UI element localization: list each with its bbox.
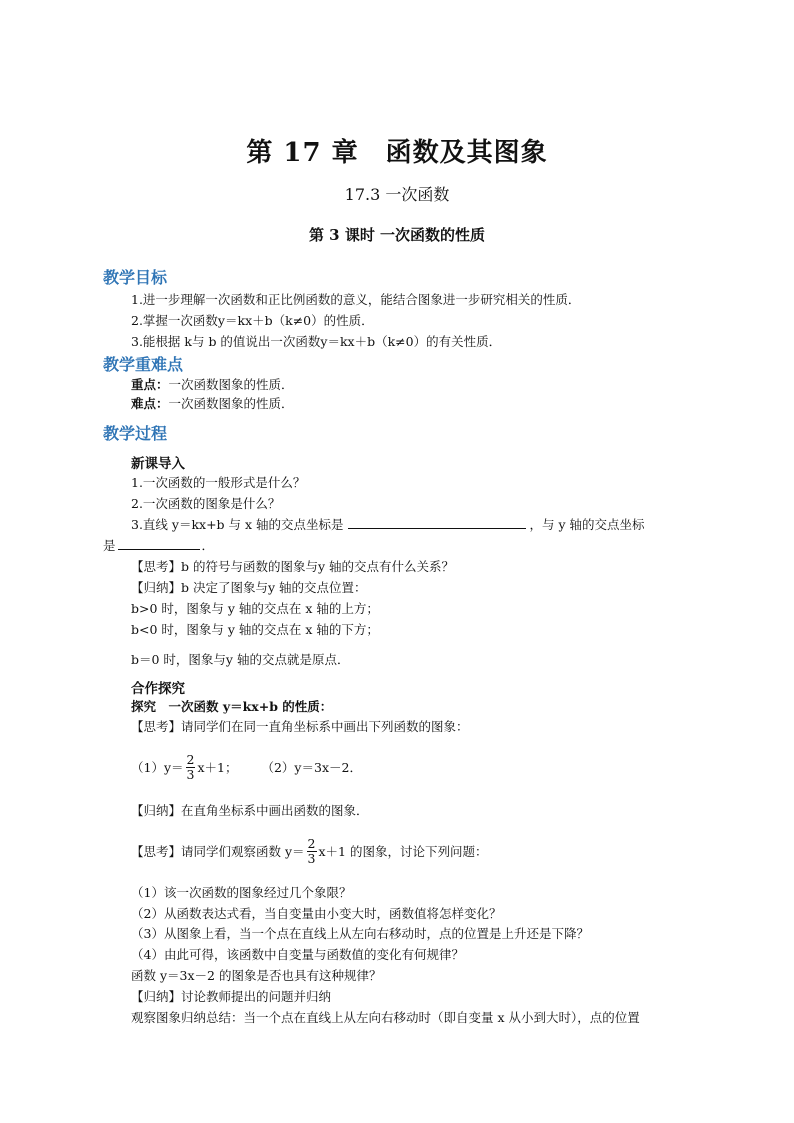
- q3-part-c: 是: [103, 538, 116, 553]
- think-2: 【思考】请同学们在同一直角坐标系中画出下列函数的图象：: [131, 719, 469, 734]
- goals-heading: 教学目标: [103, 268, 168, 287]
- fraction: [186, 753, 196, 782]
- keypoints-heading: 教学重难点: [103, 355, 184, 374]
- key-point: [131, 375, 294, 393]
- function-question: 函数 y＝3x－2 的图象是否也具有这种规律？: [131, 968, 382, 983]
- goal-item: 2.掌握一次函数y＝kx＋b（k≠0）的性质．: [131, 313, 374, 328]
- discussion-item: （2）从函数表达式看，当自变量由小变大时，函数值将怎样变化？: [131, 906, 502, 921]
- explore-title: 探究 一次函数 y＝kx+b 的性质：: [131, 699, 333, 714]
- diff-label: 难点：: [131, 396, 169, 411]
- think3-prefix: 【思考】请同学们观察函数 y＝: [131, 844, 305, 859]
- blank-y-intercept[interactable]: [118, 537, 200, 550]
- think-1: 【思考】b 的符号与函数的图象与y 轴的交点有什么关系？: [131, 559, 455, 574]
- b-negative: b<0 时，图象与 y 轴的交点在 x 轴的下方；: [131, 622, 379, 637]
- discussion-item: （3）从图象上看，当一个点在直线上从左向右移动时，点的位置是上升还是下降？: [131, 926, 589, 941]
- diff-text: 一次函数图象的性质．: [168, 396, 294, 411]
- eq1-suffix: x＋1；: [197, 760, 238, 775]
- key-label: 重点：: [131, 377, 169, 392]
- q3-part-a: 3.直线 y＝kx+b 与 x 轴的交点坐标是: [131, 517, 344, 532]
- intro-question: 2.一次函数的图象是什么？: [131, 496, 281, 511]
- observation-text: 观察图象归纳总结：当一个点在直线上从左向右移动时（即自变量 x 从小到大时），点的位置: [131, 1010, 640, 1025]
- difficult-point: [131, 394, 294, 412]
- intro-question: 1.一次函数的一般形式是什么？: [131, 475, 306, 490]
- blank-x-intercept[interactable]: [348, 516, 526, 529]
- eq2: （2）y＝3x－2．: [261, 760, 362, 775]
- eq1-prefix: （1）y＝: [131, 760, 184, 775]
- lesson-title: 第 3 课时 一次函数的性质: [308, 226, 486, 244]
- chapter-title: 第 17 章 函数及其图象: [246, 138, 548, 168]
- goal-item: 3.能根据 k与 b 的值说出一次函数y＝kx＋b（k≠0）的有关性质．: [131, 334, 502, 349]
- fraction-denominator: 3: [307, 850, 316, 866]
- equation-row: [131, 748, 362, 786]
- key-text: 一次函数图象的性质．: [168, 377, 294, 392]
- think-3: [131, 832, 487, 870]
- intro-heading: 新课导入: [131, 456, 185, 472]
- think3-suffix: x＋1 的图象，讨论下列问题：: [318, 844, 488, 859]
- b-zero: b＝0 时，图象与y 轴的交点就是原点．: [131, 652, 350, 667]
- fraction-numerator: 2: [307, 835, 316, 851]
- discussion-item: （1）该一次函数的图象经过几个象限？: [131, 885, 352, 900]
- fraction: [307, 837, 317, 866]
- b-positive: b>0 时，图象与 y 轴的交点在 x 轴的上方；: [131, 601, 379, 616]
- coop-heading: 合作探究: [131, 681, 185, 697]
- q3-part-d: ．: [201, 538, 215, 553]
- summary-2: 【归纳】在直角坐标系中画出函数的图象．: [131, 803, 369, 818]
- intro-question-3-cont: [103, 536, 214, 554]
- summary-3: 【归纳】讨论教师提出的问题并归纳: [131, 989, 332, 1004]
- q3-part-b: ，与 y 轴的交点坐标: [529, 517, 645, 532]
- fraction-denominator: 3: [186, 766, 195, 782]
- summary-1: 【归纳】b 决定了图象与y 轴的交点位置：: [131, 580, 367, 595]
- goal-item: 1.进一步理解一次函数和正比例函数的意义，能结合图象进一步研究相关的性质．: [131, 292, 581, 307]
- discussion-item: （4）由此可得，该函数中自变量与函数值的变化有何规律？: [131, 947, 464, 962]
- fraction-numerator: 2: [186, 751, 195, 767]
- intro-question-3: [131, 515, 645, 533]
- section-title: 17.3 一次函数: [344, 185, 450, 204]
- process-heading: 教学过程: [103, 424, 168, 443]
